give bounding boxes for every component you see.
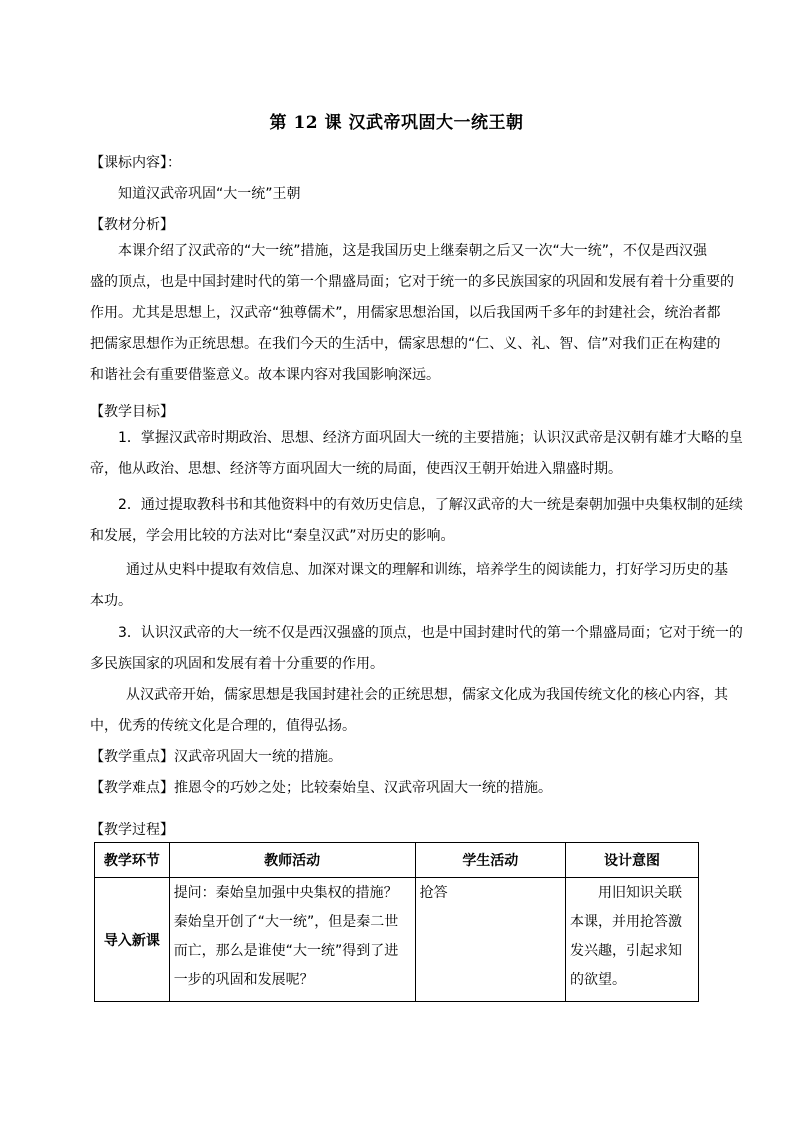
goal3-paragraph — [90, 618, 743, 680]
analysis-line: 和谐社会有重要借鉴意义。故本课内容对我国影响深远。 — [90, 367, 440, 383]
goal2-line: 2．通过提取教科书和其他资料中的有效历史信息，了解汉武帝的大一统是秦朝加强中央集权制的延续 — [118, 497, 743, 513]
intent-line: 的欲望。 — [570, 972, 627, 988]
goal1-line: 1．掌握汉武帝时期政治、思想、经济方面巩固大一统的主要措施；认识汉武帝是汉朝有雄才大略的皇 — [118, 430, 743, 446]
stage-cell: 导入新课 — [95, 878, 170, 1002]
design-intent-cell — [566, 878, 699, 1002]
goal1-line: 帝，他从政治、思想、经济等方面巩固大一统的局面，使西汉王朝开始进入鼎盛时期。 — [90, 461, 622, 477]
analysis-paragraph — [90, 236, 734, 391]
table-header-cell: 教学环节 — [95, 843, 170, 878]
analysis-line: 盛的顶点，也是中国封建时代的第一个鼎盛局面；它对于统一的多民族国家的巩固和发展有着十分重要的 — [90, 274, 734, 290]
goals-heading: 【教学目标】 — [90, 404, 174, 420]
process-heading: 【教学过程】 — [90, 822, 174, 838]
goal3b-paragraph — [90, 680, 728, 742]
teacher-line: 提问：秦始皇加强中央集权的措施？ — [173, 885, 398, 901]
goal2-paragraph — [90, 490, 743, 552]
goal2-line: 和发展，学会用比较的方法对比“秦皇汉武”对历史的影响。 — [90, 528, 455, 544]
goal1-paragraph — [90, 423, 743, 485]
intent-line: 用旧知识关联 — [598, 885, 683, 901]
goal2b-paragraph — [90, 555, 728, 617]
teacher-line: 而亡，那么是谁使“大一统”得到了进 — [173, 943, 399, 959]
analysis-line: 作用。尤其是思想上，汉武帝“独尊儒术”，用儒家思想治国，以后我国两千多年的封建社会，统治者都 — [90, 305, 721, 321]
table-header-cell: 学生活动 — [415, 843, 565, 878]
process-table — [94, 842, 699, 1002]
goal3-line: 多民族国家的巩固和发展有着十分重要的作用。 — [90, 656, 384, 672]
difficulty-point: 【教学难点】推恩令的巧妙之处；比较秦始皇、汉武帝巩固大一统的措施。 — [90, 780, 552, 796]
student-line: 抢答 — [419, 885, 448, 901]
table-row — [95, 878, 699, 1002]
goal2b-line: 本功。 — [90, 593, 132, 609]
lesson-title: 第 12 课 汉武帝巩固大一统王朝 — [269, 113, 524, 133]
goal3-line: 3．认识汉武帝的大一统不仅是西汉强盛的顶点，也是中国封建时代的第一个鼎盛局面；它对于统一的 — [118, 625, 743, 641]
teacher-line: 秦始皇开创了“大一统”，但是秦二世 — [173, 914, 399, 930]
student-activity-cell — [415, 878, 565, 1002]
teacher-activity-cell — [169, 878, 415, 1002]
goal3b-line: 中，优秀的传统文化是合理的，值得弘扬。 — [90, 718, 356, 734]
standard-heading: 【课标内容】： — [90, 155, 181, 171]
analysis-heading: 【教材分析】 — [90, 217, 174, 233]
teacher-line: 一步的巩固和发展呢？ — [173, 972, 314, 988]
table-header-cell: 教师活动 — [169, 843, 415, 878]
standard-text: 知道汉武帝巩固“大一统”王朝 — [118, 186, 301, 202]
key-point: 【教学重点】汉武帝巩固大一统的措施。 — [90, 749, 342, 765]
goal3b-line: 从汉武帝开始，儒家思想是我国封建社会的正统思想，儒家文化成为我国传统文化的核心内容，其 — [126, 687, 728, 703]
table-header-row — [95, 843, 699, 878]
intent-line: 发兴趣，引起求知 — [570, 943, 683, 959]
analysis-line: 本课介绍了汉武帝的“大一统”措施，这是我国历史上继秦朝之后又一次“大一统”，不仅是西汉强 — [118, 243, 708, 259]
table-header-cell: 设计意图 — [566, 843, 699, 878]
analysis-line: 把儒家思想作为正统思想。在我们今天的生活中，儒家思想的“仁、义、礼、智、信”对我们正在构建的 — [90, 336, 721, 352]
intent-line: 本课，并用抢答激 — [570, 914, 683, 930]
goal2b-line: 通过从史料中提取有效信息、加深对课文的理解和训练，培养学生的阅读能力，打好学习历史的基 — [126, 562, 728, 578]
